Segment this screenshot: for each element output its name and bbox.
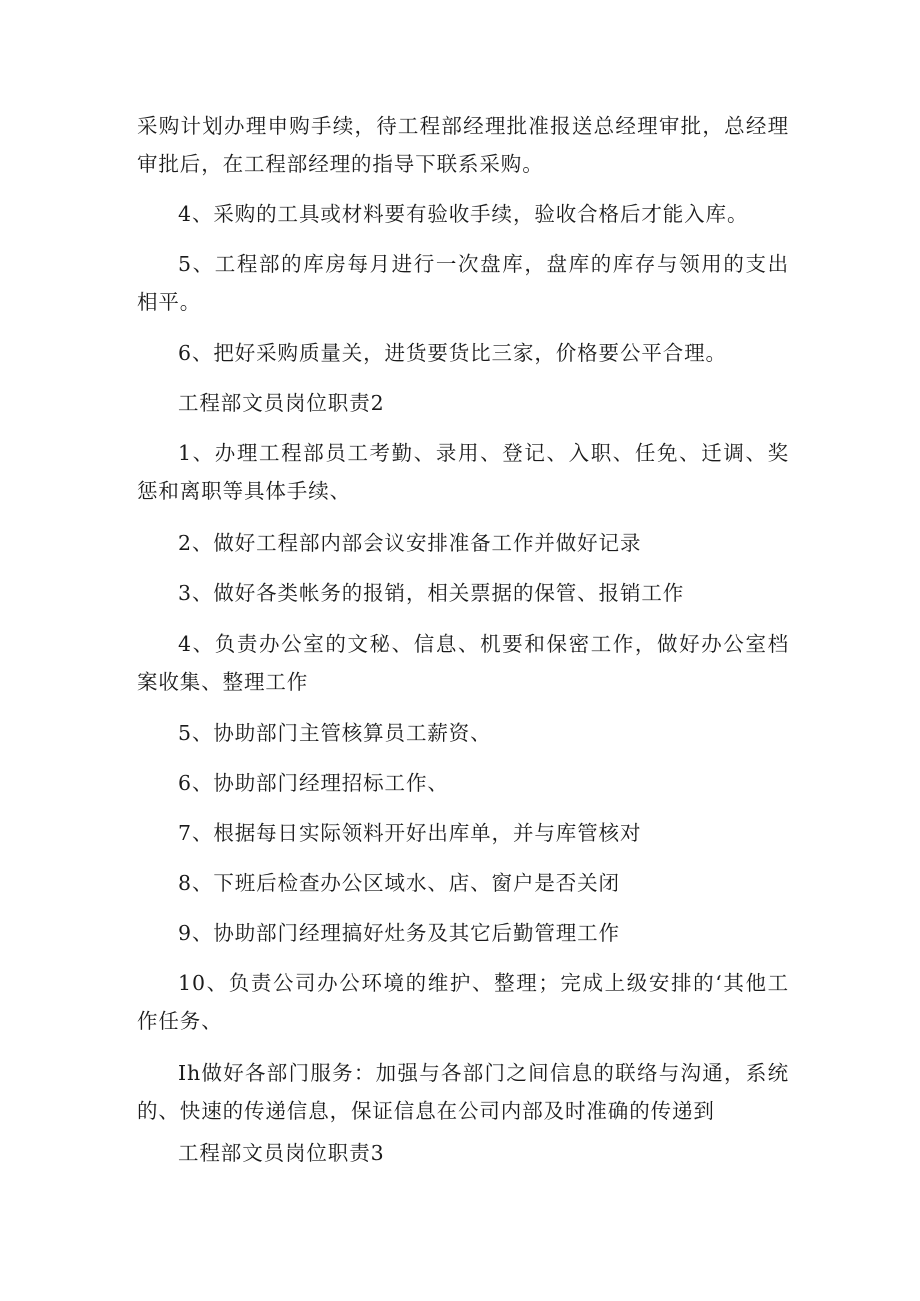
paragraph-duty-7: 7、根据每日实际领料开好出库单，并与库管核对 bbox=[178, 821, 642, 845]
paragraph-duty-10: 10、负责公司办公环境的维护、整理；完成上级安排的‘其他工作任务、 bbox=[137, 971, 789, 1033]
paragraph-duty-8: 8、下班后检查办公区域水、店、窗户是否关闭 bbox=[178, 871, 620, 895]
paragraph-item-5-inventory: 5、工程部的库房每月进行一次盘库，盘库的库存与领用的支出相平。 bbox=[137, 252, 789, 314]
paragraph-duty-3: 3、做好各类帐务的报销，相关票据的保管、报销工作 bbox=[178, 581, 685, 605]
paragraph-item-4-acceptance: 4、采购的工具或材料要有验收手续，验收合格后才能入库。 bbox=[178, 202, 749, 226]
paragraph-duty-5: 5、协助部门主管核算员工薪资、 bbox=[178, 721, 492, 745]
section-heading-duties-3: 工程部文员岗位职责3 bbox=[178, 1141, 385, 1165]
paragraph-procurement-plan: 采购计划办理申购手续，待工程部经理批准报送总经理审批，总经理审批后，在工程部经理的指导下联系采购。 bbox=[137, 114, 789, 176]
paragraph-duty-11: Ih做好各部门服务：加强与各部门之间信息的联络与沟通，系统的、快速的传递信息，保证信息在公司内部及时准确的传递到 bbox=[137, 1061, 789, 1123]
paragraph-duty-2: 2、做好工程部内部会议安排准备工作并做好记录 bbox=[178, 531, 642, 555]
section-heading-duties-2: 工程部文员岗位职责2 bbox=[178, 391, 385, 415]
paragraph-item-6-quality: 6、把好采购质量关，进货要货比三家，价格要公平合理。 bbox=[178, 341, 727, 365]
paragraph-duty-4: 4、负责办公室的文秘、信息、机要和保密工作，做好办公室档案收集、整理工作 bbox=[137, 632, 789, 694]
paragraph-duty-9: 9、协助部门经理搞好灶务及其它后勤管理工作 bbox=[178, 921, 620, 945]
paragraph-duty-6: 6、协助部门经理招标工作、 bbox=[178, 771, 449, 795]
paragraph-duty-1: 1、办理工程部员工考勤、录用、登记、入职、任免、迁调、奖惩和离职等具体手续、 bbox=[137, 441, 789, 503]
